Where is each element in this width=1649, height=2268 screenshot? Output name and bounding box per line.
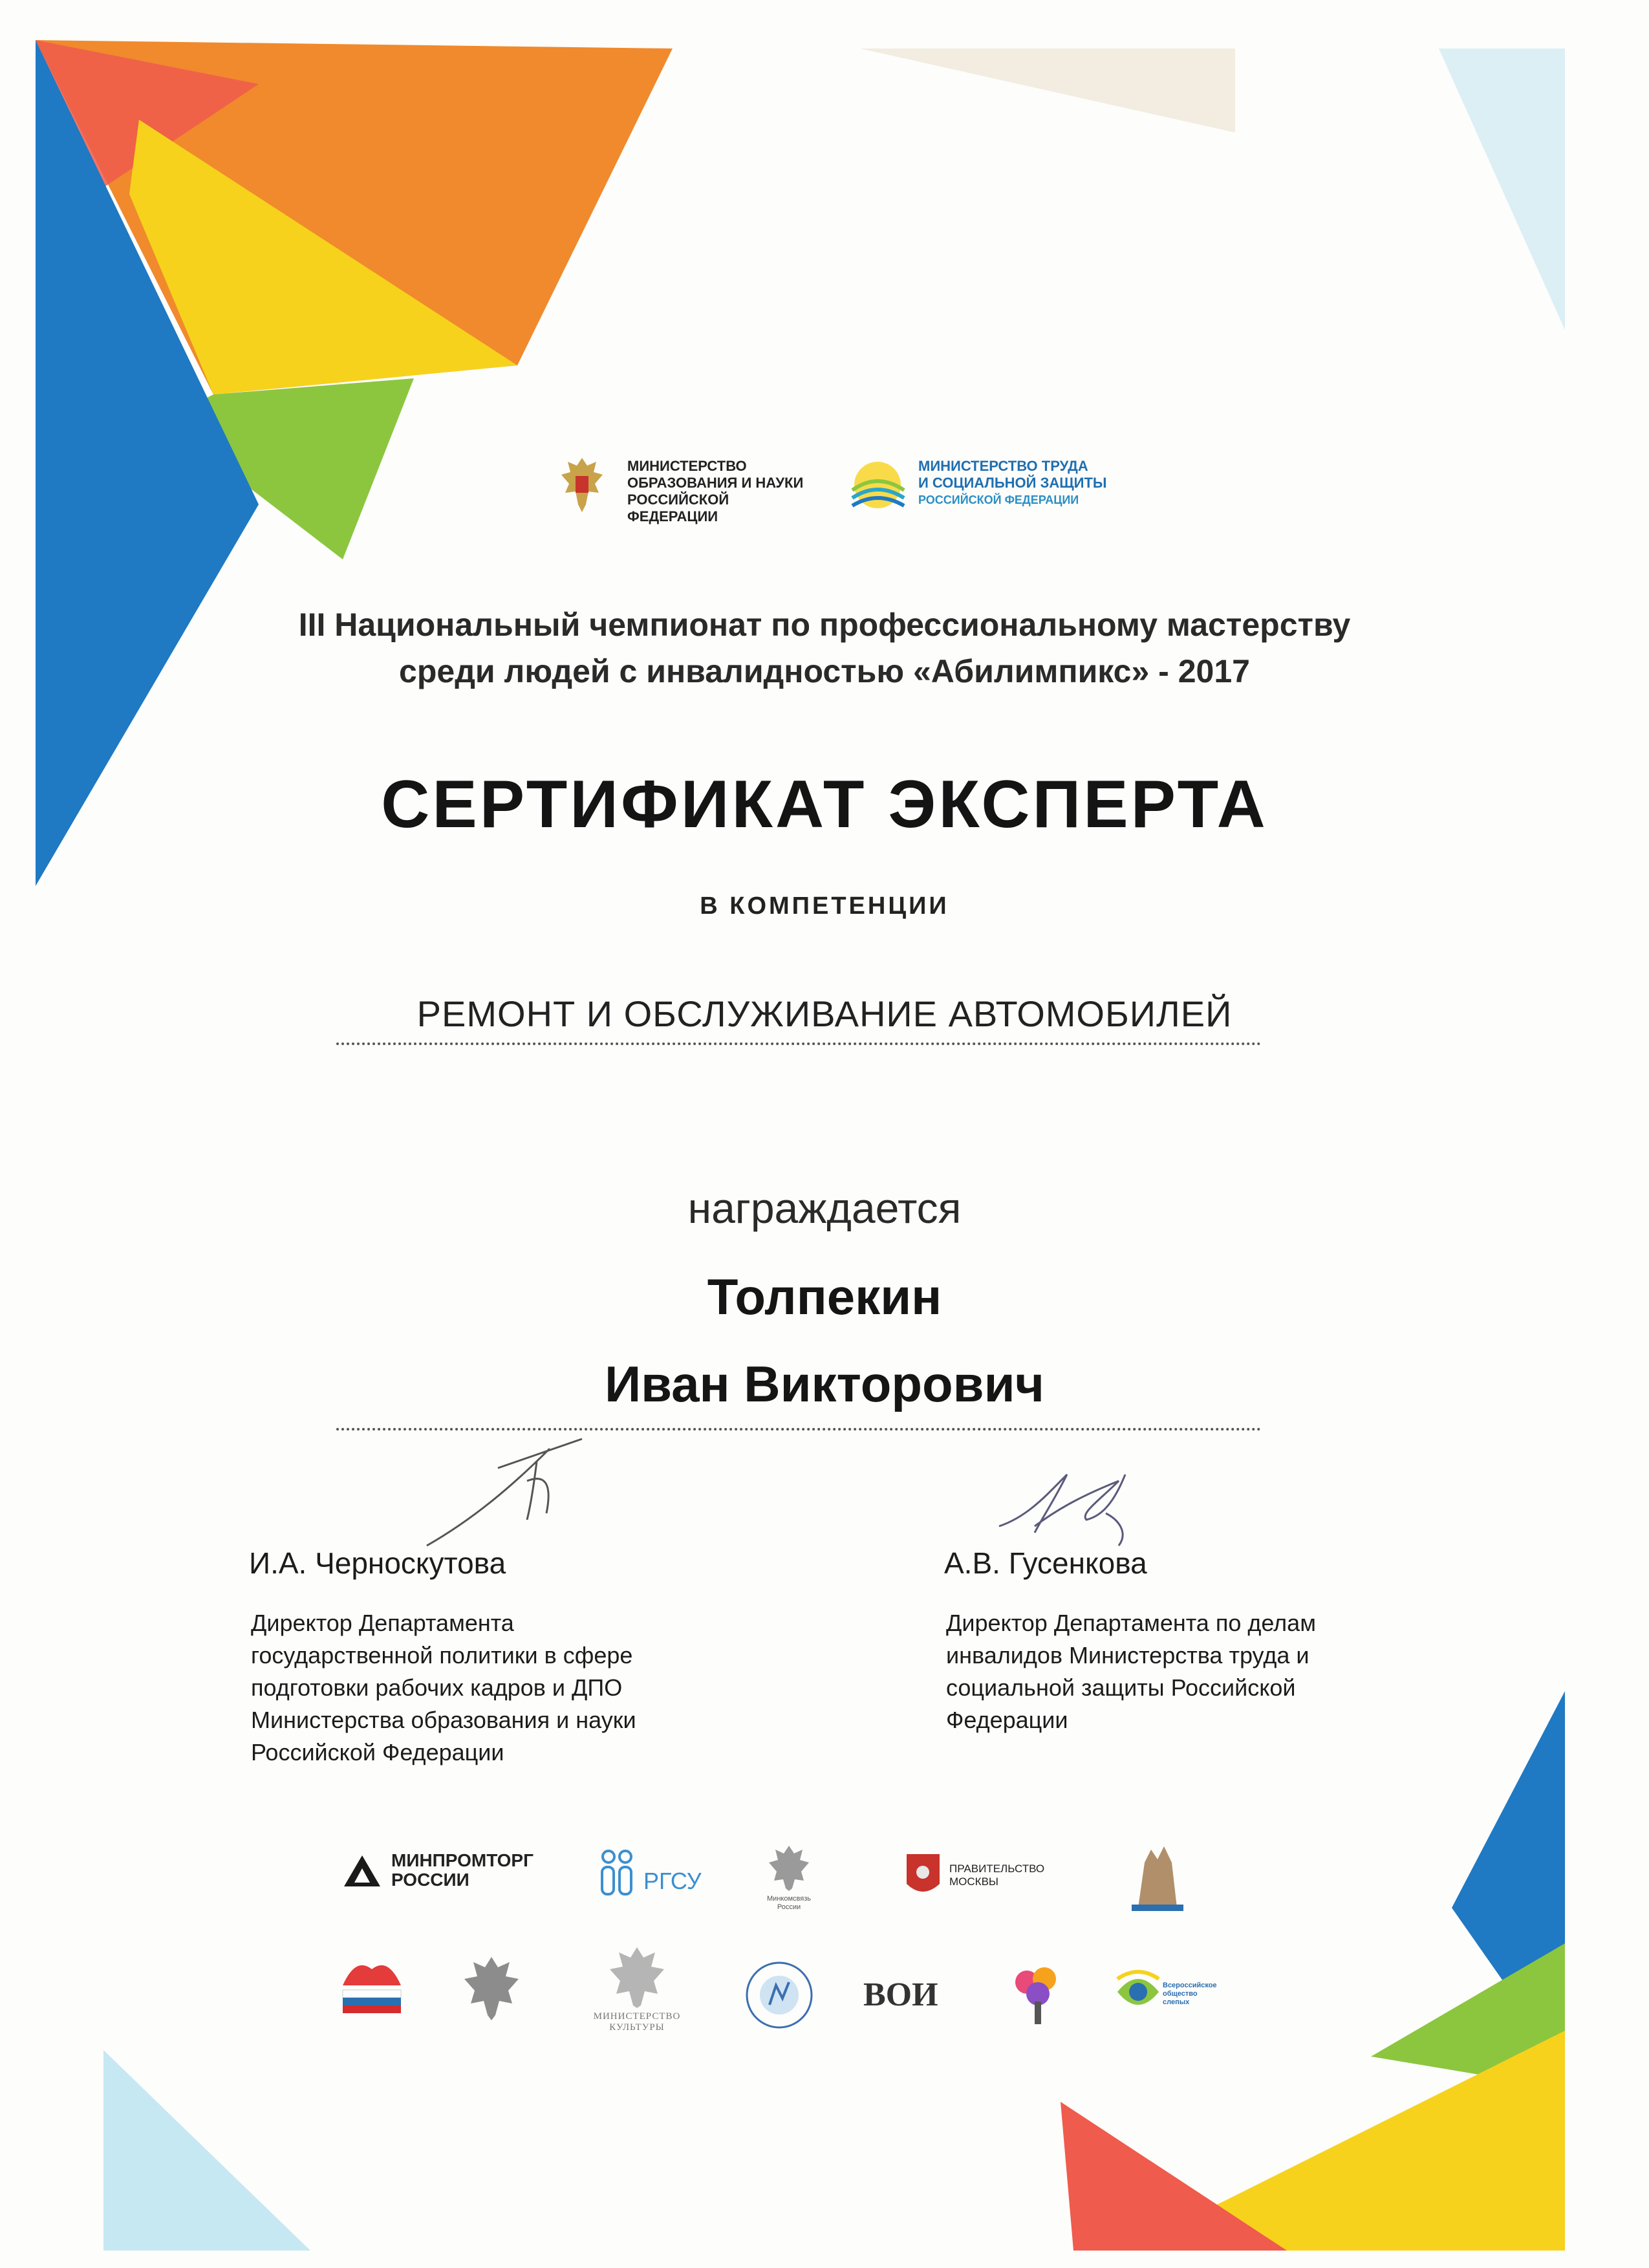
signature-right <box>989 1455 1170 1552</box>
moscow-gov-line2: МОСКВЫ <box>949 1875 998 1888</box>
signatory-right-position-line: Директор Департамента по делам <box>946 1610 1316 1636</box>
signatory-left-position <box>251 1607 755 1769</box>
minpromtorg-label <box>391 1851 534 1890</box>
pfr-logo-icon <box>336 1950 407 2021</box>
signatory-left-position-line: Директор Департамента <box>251 1610 514 1636</box>
signature-left <box>414 1423 608 1552</box>
signatory-right-position-line: социальной защиты Российской <box>946 1674 1296 1701</box>
signatory-right-position-line: Федерации <box>946 1707 1068 1733</box>
rgsu-label: РГСУ <box>643 1868 702 1894</box>
event-title-line2: среди людей с инвалидностью «Абилимпикс» - 2017 <box>399 653 1250 689</box>
ministry-labor-label <box>918 458 1125 508</box>
vos-label: Всероссийское общество слепых <box>1163 1982 1217 2006</box>
rgsu-people-icon <box>598 1846 637 1898</box>
certificate-title: СЕРТИФИКАТ ЭКСПЕРТА <box>381 767 1268 842</box>
ministry-labor-line3: РОССИЙСКОЙ ФЕДЕРАЦИИ <box>918 493 1079 506</box>
light-blue-triangle-top <box>1439 49 1565 330</box>
moscow-gov-line1: ПРАВИТЕЛЬСТВО <box>949 1863 1045 1875</box>
culture-eagle-emblem-icon <box>605 1943 669 2008</box>
competence-label: В КОМПЕТЕНЦИИ <box>700 892 949 920</box>
minkomsvyaz-logo <box>760 1843 818 1914</box>
minpromtorg-line2: РОССИИ <box>391 1870 469 1890</box>
ministry-labor-line2: И СОЦИАЛЬНОЙ ЗАЩИТЫ <box>918 475 1107 491</box>
awarded-label: награждается <box>687 1184 962 1232</box>
competence-dotted-line <box>336 1042 1261 1045</box>
recipient-name: Иван Викторович <box>605 1355 1044 1412</box>
signatory-left-name: И.А. Черноскутова <box>249 1546 506 1580</box>
signatory-left-position-line: Российской Федерации <box>251 1739 504 1766</box>
signatory-right-name: А.В. Гусенкова <box>944 1546 1147 1580</box>
signatory-right-position-line: инвалидов Министерства труда и <box>946 1642 1310 1669</box>
coral-triangle-bottom <box>1061 2102 1287 2251</box>
voi-logo: ВОИ <box>863 1976 938 2013</box>
moscow-gov-label <box>949 1863 1044 1888</box>
eagle-emblem-icon <box>766 1843 812 1892</box>
light-blue-triangle-bottom <box>103 2050 310 2251</box>
minpromtorg-logo-icon <box>343 1853 382 1888</box>
event-title-line1: III Национальный чемпионат по профессиональному мастерству <box>298 607 1351 643</box>
ministry-education-label: МИНИСТЕРСТВО ОБРАЗОВАНИЯ И НАУКИ РОССИЙСКОЙ ФЕДЕРАЦИИ <box>627 458 804 524</box>
vog-round-seal-icon <box>744 1960 815 2031</box>
ministry-culture-logo <box>569 1943 705 2040</box>
signatory-right-position <box>946 1607 1450 1736</box>
tree-logo-icon <box>1009 1963 1067 2027</box>
moscow-coat-of-arms-icon <box>905 1853 941 1898</box>
russian-eagle-emblem <box>556 453 608 524</box>
signatory-left-position-line: государственной политики в сфере <box>251 1642 633 1669</box>
minkomsvyaz-label: Минкомсвязь России <box>767 1895 811 1911</box>
vos-logo <box>1112 1966 1222 2024</box>
competence-name: РЕМОНТ И ОБСЛУЖИВАНИЕ АВТОМОБИЛЕЙ <box>416 993 1233 1034</box>
cream-triangle <box>860 49 1235 133</box>
sculpture-logo-icon <box>1125 1837 1190 1914</box>
ministry-labor-line1: МИНИСТЕРСТВО ТРУДА <box>918 458 1088 474</box>
event-title <box>0 601 1649 695</box>
ministry-culture-label: МИНИСТЕРСТВО КУЛЬТУРЫ <box>593 2011 681 2033</box>
signatory-left-position-line: Министерства образования и науки <box>251 1707 636 1733</box>
minpromtorg-line1: МИНПРОМТОРГ <box>391 1850 534 1870</box>
eye-icon <box>1112 1966 1164 2018</box>
recipient-surname: Толпекин <box>707 1268 942 1325</box>
sun-waves-icon <box>847 453 909 514</box>
fns-eagle-emblem-icon <box>459 1953 524 2024</box>
signatory-left-position-line: подготовки рабочих кадров и ДПО <box>251 1674 623 1701</box>
